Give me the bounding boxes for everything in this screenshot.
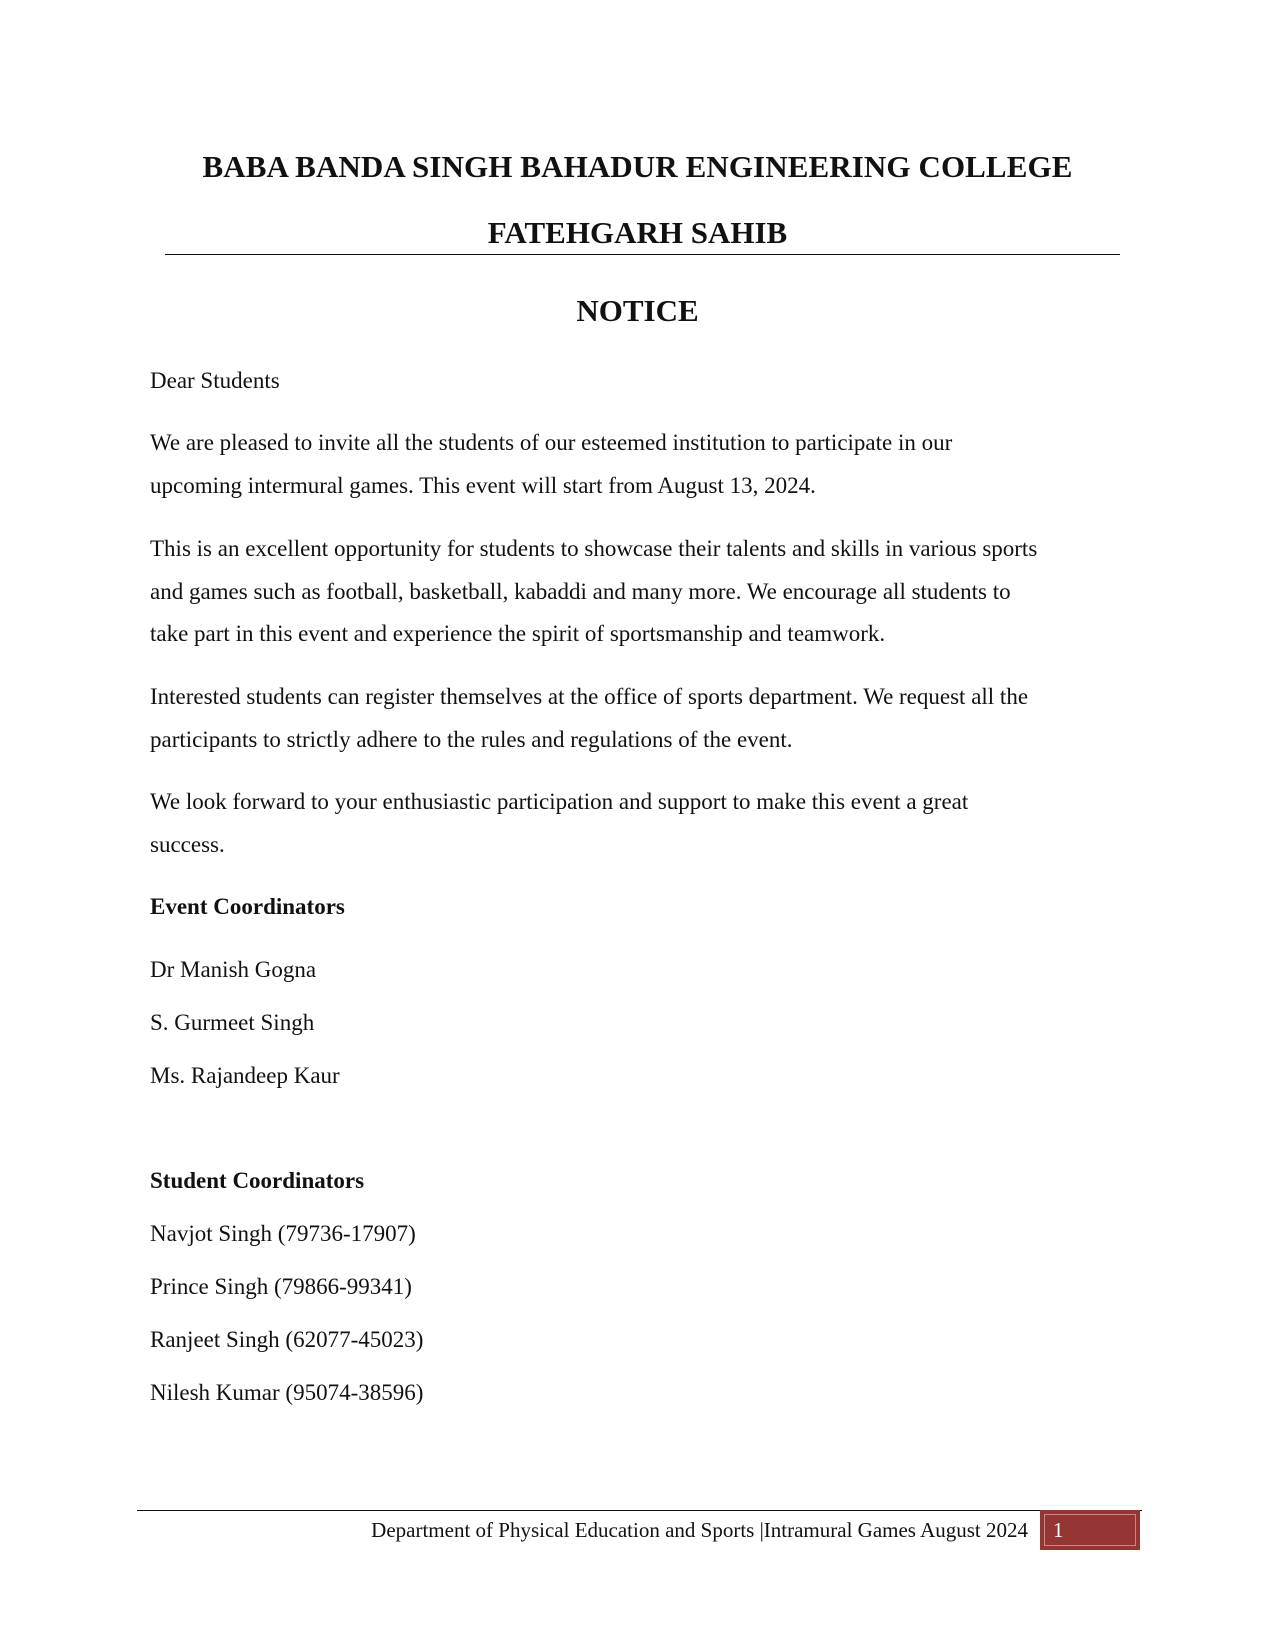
paragraph-line: This is an excellent opportunity for students to showcase their talents and skills in various sports <box>150 536 1038 561</box>
paragraph-line: We are pleased to invite all the students of our esteemed institution to participate in our <box>150 430 953 455</box>
student-coordinator: Ranjeet Singh (62077-45023) <box>150 1327 424 1352</box>
event-coordinators-heading: Event Coordinators <box>150 894 345 919</box>
header-divider <box>165 254 1120 255</box>
college-place: FATEHGARH SAHIB <box>487 215 788 250</box>
student-coordinator: Prince Singh (79866-99341) <box>150 1274 412 1299</box>
student-coordinator: Navjot Singh (79736-17907) <box>150 1221 416 1246</box>
paragraph-line: and games such as football, basketball, kabaddi and many more. We encourage all students to <box>150 579 1011 604</box>
paragraph-line: participants to strictly adhere to the rules and regulations of the event. <box>150 727 793 752</box>
page-number: 1 <box>1053 1518 1064 1542</box>
coordinator-name: Ms. Rajandeep Kaur <box>150 1063 340 1088</box>
page-number-box <box>1040 1510 1140 1550</box>
footer-divider <box>137 1510 1142 1511</box>
paragraph-line: We look forward to your enthusiastic participation and support to make this event a great <box>150 789 969 814</box>
student-coordinator: Nilesh Kumar (95074-38596) <box>150 1380 424 1405</box>
paragraph-line: upcoming intermural games. This event will start from August 13, 2024. <box>150 473 816 498</box>
coordinator-name: Dr Manish Gogna <box>150 957 317 982</box>
paragraph-line: take part in this event and experience the spirit of sportsmanship and teamwork. <box>150 621 886 646</box>
notice-title: NOTICE <box>576 293 699 328</box>
salutation: Dear Students <box>150 368 280 393</box>
college-name: BABA BANDA SINGH BAHADUR ENGINEERING COLLEGE <box>202 149 1073 184</box>
footer-text: Department of Physical Education and Sports |Intramural Games August 2024 <box>371 1518 1028 1542</box>
coordinator-name: S. Gurmeet Singh <box>150 1010 315 1035</box>
paragraph-line: Interested students can register themselves at the office of sports department. We request all the <box>150 684 1029 709</box>
student-coordinators-heading: Student Coordinators <box>150 1168 365 1193</box>
paragraph-line: success. <box>150 832 225 857</box>
